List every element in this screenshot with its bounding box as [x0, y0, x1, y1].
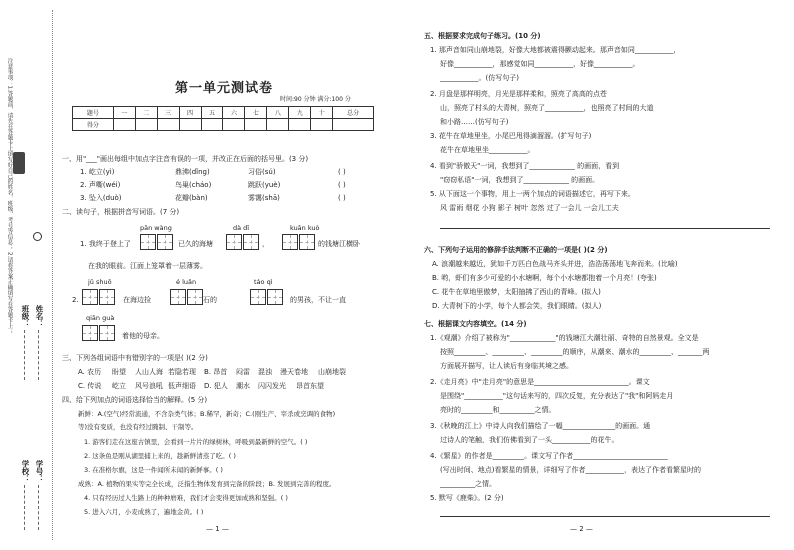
q7-line: 2.《走月亮》中"走月亮"的意思是___________________________。课文 — [430, 378, 650, 386]
q5-line: 花牛在草地里坐___________。 — [440, 146, 535, 154]
q7-line: __________之情。 — [440, 480, 496, 488]
q7-line: 5. 默写《鹿柴》。(2 分) — [430, 494, 504, 502]
score-cell[interactable] — [223, 119, 245, 131]
q5-line: ___________。(仿写句子) — [440, 74, 519, 82]
q1-item-1-b: 鼎沸(dǐng) — [175, 168, 210, 176]
answer-line[interactable] — [440, 516, 770, 517]
cut-line — [52, 10, 53, 540]
q1-item-1-c: 习俗(sú) — [248, 168, 276, 176]
page-number: — 2 — — [570, 525, 593, 533]
score-table-score-row — [73, 119, 374, 131]
q2-sentence-1-part: 已久的海塘 — [178, 240, 213, 248]
q3-option-word: 昂首东望 — [296, 382, 324, 390]
number-label: 学号： — [35, 460, 44, 483]
table-cell: 四 — [179, 107, 201, 119]
q1-item-3-b: 花瓣(bàn) — [175, 194, 208, 202]
exam-title: 第一单元测试卷 — [175, 81, 274, 96]
score-table — [72, 106, 374, 131]
q4-definition: 成熟：A. 植物的果实等完全长成，泛指生物体发育到完备的阶段；B. 发展到完善的程度。 — [78, 480, 336, 488]
q3-option-word: 漫天卷地 — [280, 368, 308, 376]
score-cell[interactable] — [113, 119, 135, 131]
q2-sentence-2-part: 2. — [72, 296, 79, 304]
table-cell: 得分 — [73, 119, 114, 131]
q6-option[interactable]: B. 哟，虾们有多少可爱的小水塘啊，每个小水塘都抱着一个月亮！(夸张) — [432, 274, 657, 282]
q5-line: 3. 花牛在草地里坐，小尾巴甩得滴溜溜。(扩写句子) — [430, 132, 592, 140]
class-label: 班级： — [21, 305, 30, 328]
binding-hole-icon — [33, 232, 42, 241]
name-label: 姓名： — [35, 305, 44, 328]
question-4-heading: 四、给下列加点的词语选择恰当的解释。(5 分) — [62, 396, 208, 404]
q1-answer-3[interactable]: ( ) — [338, 194, 346, 202]
q7-line: 按照_________、_________、_________的顺序，从潮来、潮水的_________、_______两 — [440, 348, 710, 356]
write-box-group[interactable] — [250, 289, 284, 305]
write-box-group[interactable] — [226, 234, 260, 250]
q2-sentence-1-part: 的钱塘江横卧 — [318, 240, 360, 248]
q3-option[interactable]: A. 农历 — [78, 368, 102, 376]
stamp-icon — [13, 152, 25, 174]
class-field[interactable] — [24, 330, 25, 380]
q4-item: 1. 游客们走在这座古镇里，会看到一片片的绿树林，呼吸到最新鲜的空气。( ) — [84, 438, 308, 446]
answer-line[interactable] — [440, 228, 770, 229]
q3-option-word: 潮水 — [236, 382, 250, 390]
q3-option[interactable]: D. 犯人 — [204, 382, 228, 390]
q1-item-2-b: 鸟巢(cháo) — [175, 181, 212, 189]
exam-time-info: 时间:90 分钟 满分:100 分 — [280, 96, 351, 103]
table-cell: 七 — [245, 107, 267, 119]
q2-sentence-1-part: ， — [262, 240, 269, 248]
table-cell: 五 — [201, 107, 223, 119]
q6-option[interactable]: D. 大青树下的小学，每个人都会笑，我们眼睛。(拟人) — [432, 302, 602, 310]
pinyin-label: é luǎn — [176, 278, 197, 286]
pinyin-label: pān wàng — [140, 224, 172, 232]
question-6-heading: 六、下列句子运用的修辞手法判断不正确的一项是( )(2 分) — [424, 246, 608, 254]
number-field[interactable] — [38, 485, 39, 530]
q2-sentence-2-part: 石的 — [203, 296, 217, 304]
pinyin-label: jǔ shuō — [88, 278, 112, 286]
pinyin-label: táo qì — [254, 278, 273, 286]
score-cell[interactable] — [245, 119, 267, 131]
q5-line: 好像___________，那感觉如同___________，好像___________。 — [440, 60, 640, 68]
binding-sidebar — [0, 0, 62, 550]
q1-answer-2[interactable]: ( ) — [338, 181, 346, 189]
score-table-header-row — [73, 107, 374, 119]
question-2-heading: 二、读句子，根据拼音写词语。(7 分) — [62, 208, 180, 216]
name-field[interactable] — [38, 330, 39, 380]
write-box-group[interactable] — [82, 289, 116, 305]
q7-line: 是围绕"___________"这句话来写的，四次反复，充分表达了"我"和阿妈走月 — [440, 392, 674, 400]
table-cell: 总分 — [333, 107, 374, 119]
q5-line: 山，照亮了村头的大青树，照亮了___________，也照亮了村间的大道 — [440, 104, 654, 112]
score-cell[interactable] — [267, 119, 289, 131]
q7-line: 方面展开描写，让人读后有身临其境之感。 — [440, 362, 573, 370]
q1-item-3-c: 雾霭(shā) — [248, 194, 280, 202]
q7-line: 亮时的_________和__________之情。 — [440, 406, 556, 414]
q3-option-word: 人山人海 — [135, 368, 163, 376]
table-cell: 题号 — [73, 107, 114, 119]
q3-option[interactable]: B. 昂首 — [204, 368, 228, 376]
q3-option-word: 盼望 — [112, 368, 126, 376]
score-cell[interactable] — [311, 119, 333, 131]
write-box-group[interactable] — [170, 289, 204, 305]
q2-sentence-2-part: 着他的母亲。 — [122, 332, 164, 340]
score-cell[interactable] — [333, 119, 374, 131]
q1-item-1-a: 1. 屹立(yì) — [80, 168, 115, 176]
question-5-heading: 五、根据要求完成句子练习。(10 分) — [424, 32, 541, 40]
q4-definition: 等)没有变质，也没有经过腌制、干制等。 — [78, 423, 198, 431]
q2-sentence-1-part: 1. 我终于登上了 — [80, 240, 131, 248]
q5-line: 2. 月盘是那样明亮，月光是那样柔和，照亮了高高的点苍 — [430, 90, 607, 98]
q3-option-word: 风号浪吼 — [135, 382, 163, 390]
q3-option-word: 闪闪发光 — [258, 382, 286, 390]
table-cell: 三 — [157, 107, 179, 119]
exam-notice: 注意事项：1.答题前，请先在答题卡上填写好自己的姓名、班级、考号等信息； 2.请将答案正确填写在答题卡上； — [6, 58, 13, 335]
pinyin-label: dà dī — [233, 224, 250, 232]
table-cell: 九 — [289, 107, 311, 119]
q5-line: 和小路……(仿写句子) — [440, 118, 509, 126]
table-cell: 十 — [311, 107, 333, 119]
q3-option[interactable]: C. 传说 — [78, 382, 102, 390]
write-box-group[interactable] — [282, 234, 316, 250]
q1-answer-1[interactable]: ( ) — [338, 168, 346, 176]
q3-option-word: 混浊 — [258, 368, 272, 376]
question-1-heading: 一、用"___"画出每组中加点字注音有误的一项，并改正在后面的括号里。(3 分) — [62, 155, 309, 163]
q5-line: 5. 从下面这一个事物，用上一两个加点的词语描述它，再写下来。 — [430, 190, 635, 198]
page-number: — 1 — — [206, 525, 229, 533]
score-cell[interactable] — [179, 119, 201, 131]
q5-line: 1. 那声音如同山崩地裂，好像大地都被震得颤动起来。那声音如同___________， — [430, 46, 681, 54]
score-cell[interactable] — [201, 119, 223, 131]
q6-option[interactable]: A. 浪潮越来越近，犹如千万匹白色战马齐头并进，浩浩荡荡地飞奔而来。(比喻) — [432, 260, 678, 268]
question-7-heading: 七、根据课文内容填空。(14 分) — [424, 320, 527, 328]
q2-sentence-2-part: 的男孩，不让一直 — [290, 296, 346, 304]
q7-line: 4.《繁星》的作者是_________。课文写了作者___________________________ — [430, 452, 668, 460]
q6-option[interactable]: C. 花牛在草地里傲梦，太阳抽拂了西山的青峰。(拟人) — [432, 288, 601, 296]
score-cell[interactable] — [157, 119, 179, 131]
q7-line: 过诗人的笔触，我们仿佛看到了一头___________的花牛。 — [440, 436, 619, 444]
q7-line: 1.《观潮》介绍了被称为"_____________"的钱塘江大潮壮丽、奇特的自然景观。全文是 — [430, 334, 699, 342]
q2-sentence-1-part: 在我的眼前。江面上笼罩着一层薄雾。 — [88, 262, 207, 270]
q1-item-2-a: 2. 声嘶(wéi) — [80, 181, 121, 189]
table-cell: 一 — [113, 107, 135, 119]
table-cell: 八 — [267, 107, 289, 119]
q3-option-word: 山崩地裂 — [318, 368, 346, 376]
q2-sentence-2-part: 在海边捡 — [123, 296, 151, 304]
q3-option-word: 屹立 — [112, 382, 126, 390]
school-label: 学校： — [21, 460, 30, 483]
write-box-group[interactable] — [140, 234, 174, 250]
q5-line: 风 雷雨 烟花 小狗 影子 树叶 忽然 过了一会儿 一会儿工夫 — [440, 204, 619, 212]
score-cell[interactable] — [289, 119, 311, 131]
q4-item: 4. 只有经历过人生路上的种种磨难，我们才会变得更加成熟和坚强。( ) — [84, 494, 288, 502]
q7-line: 3.《秋晚的江上》中诗人向我们描绘了一幅_______________的画面。通 — [430, 422, 651, 430]
q4-definition: 新鲜：A.(空气)经常流通，不含杂类气体；B.稀罕，新奇；C.(刚生产、宰杀或烹调的食物) — [78, 410, 336, 418]
q4-item: 3. 在准格尔旗，这是一件闻所未闻的新鲜事。( ) — [84, 466, 223, 474]
pinyin-label: kuān kuò — [290, 224, 320, 232]
q5-line: 4. 看到"骄傲天"一词，我想到了_____________ 的画面，看到 — [430, 162, 620, 170]
question-3-heading: 三、下列各组词语中有错别字的一项是( )(2 分) — [62, 354, 208, 362]
q5-line: "窃窃私语"一词，我想到了_____________ 的画面。 — [440, 176, 600, 184]
q4-item: 5. 进入六月，小麦成熟了，遍地金黄。( ) — [84, 508, 204, 516]
q3-option-word: 若隐若现 — [168, 368, 196, 376]
q1-item-3-a: 3. 坠入(duò) — [80, 194, 122, 202]
school-field[interactable] — [24, 485, 25, 530]
pinyin-label: qiān guà — [86, 314, 115, 322]
write-box-group[interactable] — [82, 325, 116, 341]
table-cell: 六 — [223, 107, 245, 119]
q3-option-word: 低声细语 — [168, 382, 196, 390]
q7-line: (写出时间、地点)看繁星的情景，详细写了作者___________，表达了作者看繁星时的 — [440, 466, 701, 474]
q3-option-word: 闷雷 — [236, 368, 250, 376]
q1-item-2-c: 跳跃(yuè) — [248, 181, 281, 189]
table-cell: 二 — [135, 107, 157, 119]
score-cell[interactable] — [135, 119, 157, 131]
q4-item: 2. 这条鱼是刚从湖里捕上来的，趁新鲜清蒸了吃。( ) — [84, 452, 236, 460]
